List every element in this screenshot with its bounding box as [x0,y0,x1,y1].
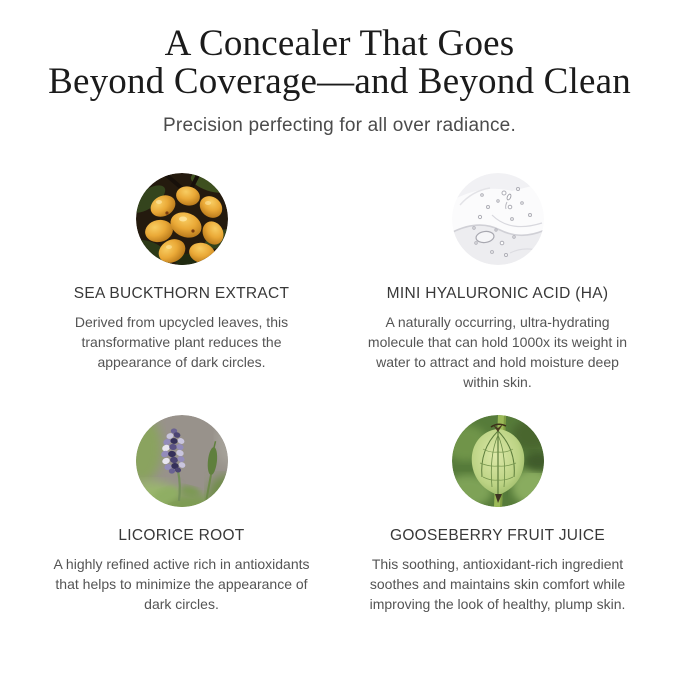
ingredient-description: Derived from upcycled leaves, this transformative plant reduces the appearance of dark circles. [74,314,289,370]
title-line-1: A Concealer That Goes [164,23,515,64]
title-line-2: Beyond Coverage—and Beyond Clean [48,61,631,102]
licorice-flower-photo [136,415,228,507]
ingredient-description: A naturally occurring, ultra-hydrating molecule that can hold 1000x its weight in water to attract and hold moisture deep within skin. [367,314,628,390]
gooseberry-lantern-fruit-photo [452,415,544,507]
licorice-flower-image [136,415,228,507]
page-title [0,25,679,101]
ingredient-card-licorice-root [31,415,333,614]
gooseberry-fruit-image [452,415,544,507]
clear-gel-texture-photo [452,173,544,265]
ingredient-name: MINI HYALURONIC ACID (HA) [386,285,609,302]
ingredient-grid [31,173,649,614]
ingredient-name: LICORICE ROOT [118,527,245,544]
sea-buckthorn-image [136,173,228,265]
header [0,0,679,137]
sea-buckthorn-berries-photo [136,173,228,265]
ingredient-description: A highly refined active rich in antioxidants that helps to minimize the appearance of dark circles. [53,556,310,612]
ingredient-description: This soothing, antioxidant-rich ingredient soothes and maintains skin comfort while improving the look of healthy, plump skin. [369,556,626,612]
hyaluronic-gel-image [452,173,544,265]
ingredient-card-hyaluronic-acid [347,173,649,392]
ingredient-name: SEA BUCKTHORN EXTRACT [73,285,290,302]
page-subtitle: Precision perfecting for all over radiance. [163,115,516,136]
ingredient-card-gooseberry [347,415,649,614]
ingredient-card-sea-buckthorn [31,173,333,372]
ingredient-name: GOOSEBERRY FRUIT JUICE [389,527,606,544]
